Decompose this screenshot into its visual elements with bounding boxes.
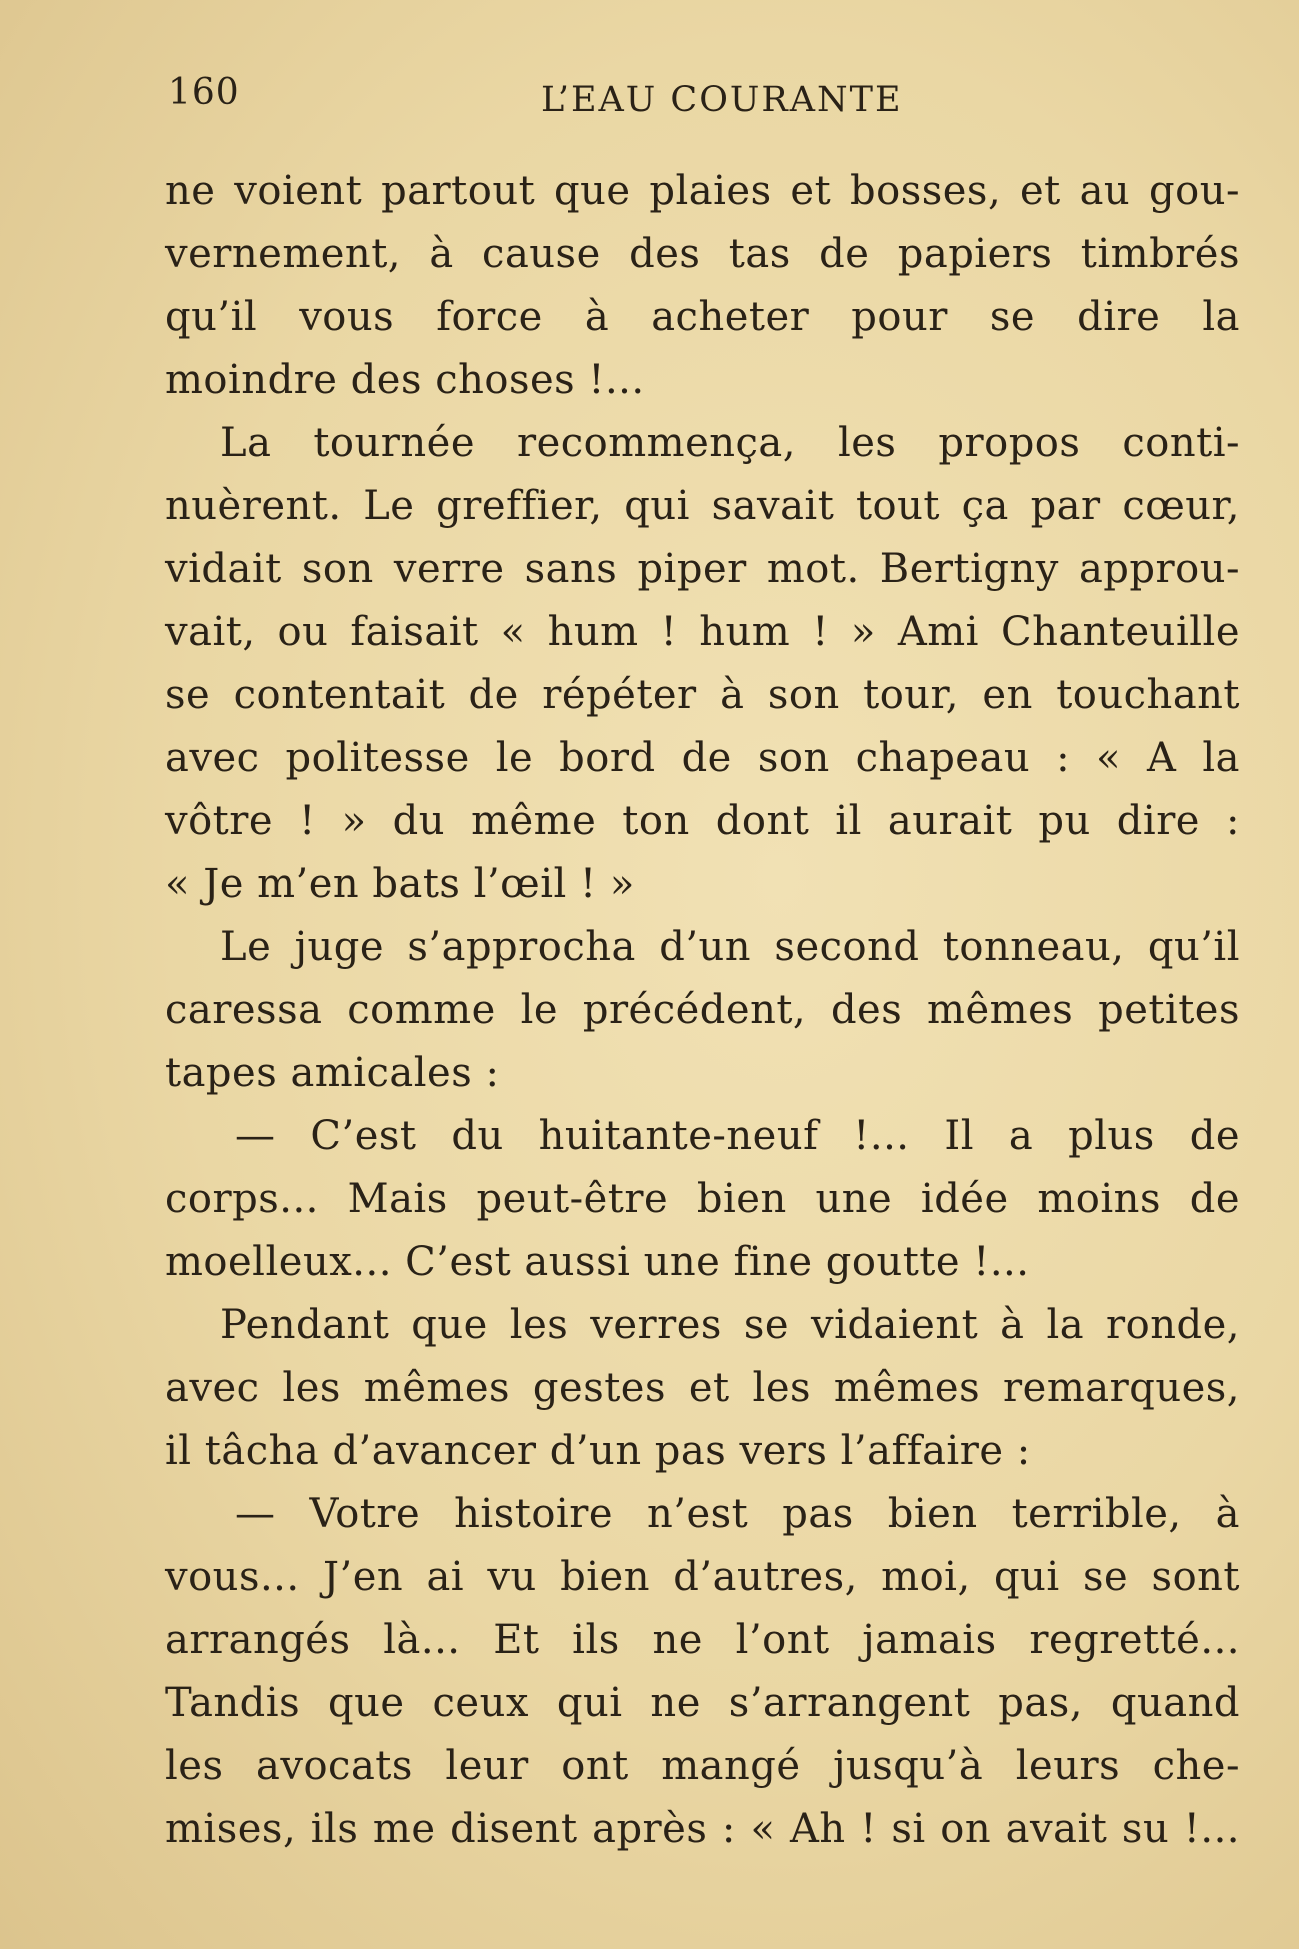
text-line: Pendant que les verres se vidaient à la ronde,	[220, 1302, 1240, 1348]
running-title: L’EAU COURANTE	[541, 80, 903, 120]
text-line: « Je m’en bats l’œil ! »	[165, 861, 635, 907]
text-line: ne voient partout que plaies et bosses, et au gou-	[165, 168, 1240, 214]
text-line: — C’est du huitante-neuf !... Il a plus de	[235, 1113, 1240, 1159]
text-line: tapes amicales :	[165, 1050, 500, 1096]
text-line: vait, ou faisait « hum ! hum ! » Ami Chanteuille	[165, 609, 1240, 655]
text-line: mises, ils me disent après : « Ah ! si on avait su !...	[165, 1806, 1240, 1852]
text-line: vidait son verre sans piper mot. Bertigny approu-	[165, 546, 1240, 592]
text-line: qu’il vous force à acheter pour se dire la	[165, 294, 1240, 340]
page-header	[165, 72, 1245, 132]
text-line: arrangés là... Et ils ne l’ont jamais regretté...	[165, 1617, 1240, 1663]
text-line: Tandis que ceux qui ne s’arrangent pas, quand	[165, 1680, 1240, 1726]
text-line: vôtre ! » du même ton dont il aurait pu dire :	[165, 798, 1240, 844]
text-line: corps... Mais peut-être bien une idée moins de	[165, 1176, 1240, 1222]
text-line: il tâcha d’avancer d’un pas vers l’affaire :	[165, 1428, 1031, 1474]
text-line: La tournée recommença, les propos conti-	[220, 420, 1240, 466]
text-line: vernement, à cause des tas de papiers timbrés	[165, 231, 1240, 277]
text-line: se contentait de répéter à son tour, en touchant	[165, 672, 1240, 718]
text-line: moindre des choses !...	[165, 357, 645, 403]
body-text	[165, 160, 1240, 1861]
text-line: avec les mêmes gestes et les mêmes remarques,	[165, 1365, 1240, 1411]
page-number: 160	[168, 72, 240, 113]
text-line: Le juge s’approcha d’un second tonneau, qu’il	[220, 924, 1240, 970]
text-line: vous... J’en ai vu bien d’autres, moi, qui se sont	[165, 1554, 1240, 1600]
text-line: — Votre histoire n’est pas bien terrible, à	[235, 1491, 1240, 1537]
text-line: moelleux... C’est aussi une fine goutte !...	[165, 1239, 1030, 1285]
text-line: les avocats leur ont mangé jusqu’à leurs che-	[165, 1743, 1240, 1789]
text-line: nuèrent. Le greffier, qui savait tout ça par cœur,	[165, 483, 1240, 529]
text-line: avec politesse le bord de son chapeau : « A la	[165, 735, 1240, 781]
text-line: caressa comme le précédent, des mêmes petites	[165, 987, 1240, 1033]
